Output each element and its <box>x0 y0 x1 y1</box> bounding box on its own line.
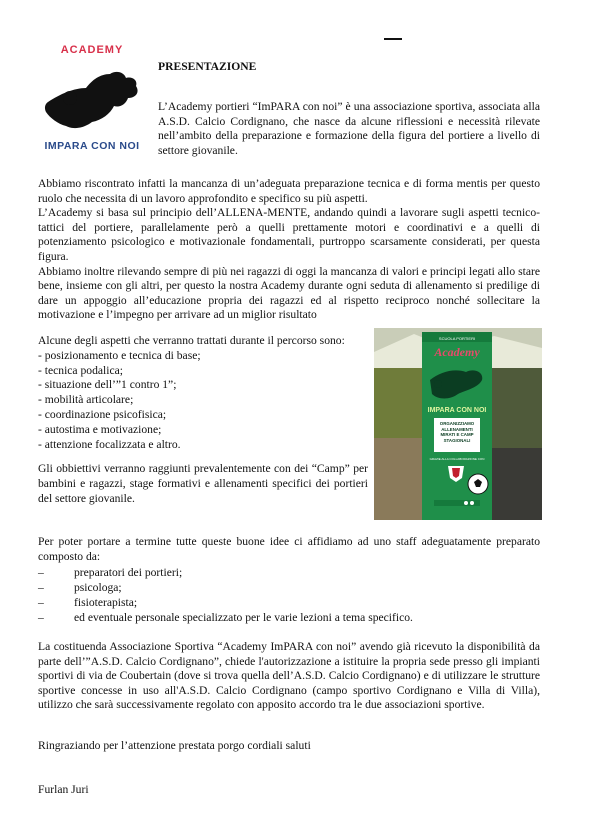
list-item: - coordinazione psicofisica; <box>38 407 167 421</box>
signature: Furlan Juri <box>38 783 89 796</box>
aspects-list <box>38 334 368 452</box>
list-dash: – <box>38 611 44 624</box>
list-dash: – <box>38 581 44 594</box>
list-item: - tecnica podalica; <box>38 363 123 377</box>
banner-photo <box>374 328 542 520</box>
list-item: - attenzione focalizzata e altro. <box>38 437 181 451</box>
staff-list <box>38 565 540 625</box>
list-item: - posizionamento e tecnica di base; <box>38 348 201 362</box>
list-item: - autostima e motivazione; <box>38 422 162 436</box>
camp-paragraph: Gli obbiettivi verranno raggiunti prevalentemente con dei “Camp” per bambini e ragazzi, stage formativi e allenamenti specifici dei portieri del settore giovanile. <box>38 462 368 505</box>
list-item: - mobilità articolare; <box>38 393 134 407</box>
final-paragraph: La costituenda Associazione Sportiva “Academy ImPARA con noi” avendo già ricevuto la disponibilità da parte dell’”A.S.D. Calcio Cordignano”, chiede l'autorizzazione a istituire la propria sede presso gli impianti sportivi di via de Coubertain (dove si trova quella dell’A.S.D. Calcio Cordignano) e di utilizzare le strutture sportive concesse in uso all'A.S.D. Calcio Cordignano (campo sportivo Cordignano e Villa di Villa), utilizzo che sarà successivamente regolato con apposito accordo tra le due associazioni sportive. <box>38 640 540 712</box>
paragraph: Abbiamo inoltre rilevando sempre di più nei ragazzi di oggi la mancanza di valori e principi legati allo stare bene, insieme con gli altri, per questo la nostra Academy durante ogni seduta di allenamento si predilige di dare un appoggio all’educazione propria dei ragazzi ed al rispetto reciproco nonché sollecitare la motivazione e l’impegno per arrivare ad un miglior risultato <box>38 264 540 322</box>
list-dash: – <box>38 596 44 609</box>
list-item: - situazione dell’”1 contro 1”; <box>38 378 177 392</box>
list-item: – psicologa; <box>38 581 122 594</box>
banner-box-text: ORGANIZZIAMO ALLENAMENTI MIRATI E CAMP STAGIONALI <box>439 421 475 443</box>
list-item: – fisioterapista; <box>38 596 138 609</box>
goalkeeper-silhouette-icon <box>40 58 144 142</box>
aspects-intro: Alcune degli aspetti che verranno trattati durante il percorso sono: <box>38 334 345 347</box>
logo-bottom-text: IMPARA CON NOI <box>44 140 140 152</box>
banner-brand-text: Academy <box>434 345 480 359</box>
intro-paragraph: L’Academy portieri “ImPARA con noi” è una associazione sportiva, associata alla A.S.D. Calcio Cordignano, che nasce da alcune riflessioni e necessità rilevate nell’ambito della preparazione e formazione della figura del portiere a livello di settore giovanile. <box>158 100 540 157</box>
paragraph: Abbiamo riscontrato infatti la mancanza di un’adeguata preparazione tecnica e di forma mentis per questo ruolo che necessita di un lavoro approfondito e specifico su più aspetti. <box>38 177 540 205</box>
stray-mark <box>384 38 402 40</box>
body-paragraphs <box>38 177 540 323</box>
banner-top-text: SCUOLA PORTIERI <box>438 336 476 341</box>
banner-small-text: GRAZIE ALLA COLLABORAZIONE CON <box>429 457 485 461</box>
document-title: PRESENTAZIONE <box>158 60 257 73</box>
closing-line: Ringraziando per l’attenzione prestata porgo cordiali saluti <box>38 739 311 752</box>
logo-top-text: ACADEMY <box>60 44 124 56</box>
staff-intro: Per poter portare a termine tutte queste buone idee ci affidiamo ad uno staff adeguatamente preparato composto da: <box>38 535 540 563</box>
list-item: – preparatori dei portieri; <box>38 566 183 579</box>
list-dash: – <box>38 566 44 579</box>
paragraph: L’Academy si basa sul principio dell’ALLENA-MENTE, andando quindi a lavorare sugli aspetti tecnico-tattici del portiere, parallelamente però a quelli prettamente motori e coordinativi e a quelli di potenziamento psicologico e motivazionale fondamentali, purtroppo scarsamente considerati, per questa figura. <box>38 206 540 263</box>
list-item: – ed eventuale personale specializzato per le varie lezioni a tema specifico. <box>38 611 413 624</box>
banner-sub-text: IMPARA CON NOI <box>427 407 487 414</box>
academy-logo <box>36 44 148 156</box>
